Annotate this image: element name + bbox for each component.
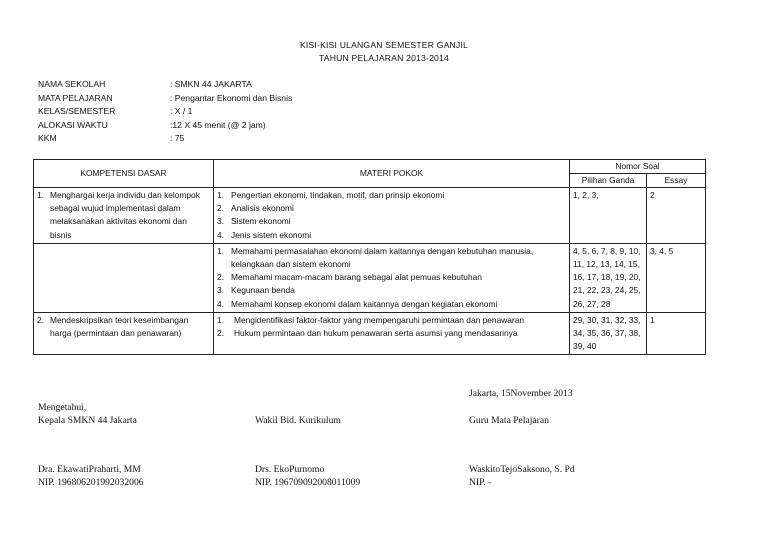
header-nomor-soal: Nomor Soal: [570, 160, 706, 174]
kd-number: 2.: [37, 314, 44, 325]
mp-text: Pengertian ekonomi, tindakan, motif, dan prinsip ekonomi: [231, 190, 445, 200]
info-value: : 75: [170, 133, 185, 144]
header-kompetensi-dasar: KOMPETENSI DASAR: [34, 160, 214, 188]
header-pilihan-ganda: Pilihan Ganda: [570, 174, 647, 188]
mp-text: Analisis ekonomi: [231, 203, 294, 214]
mp-number: 2.: [217, 328, 224, 339]
pg-cell: 29, 30, 31, 32, 33, 34, 35, 36, 37, 38, 39, 40: [570, 312, 647, 355]
table-row: [34, 243, 706, 312]
mp-number: 4.: [217, 298, 224, 309]
mp-cell: [214, 312, 570, 355]
mp-text: Mengidentifikasi faktor-faktor yang mempengaruhi permintaan dan penawaran: [234, 314, 525, 325]
mp-number: 3.: [217, 216, 224, 227]
mp-text: Hukum permintaan dan hukum penawaran serta asumsi yang mendasarinya: [234, 328, 518, 339]
mp-number: 1.: [217, 190, 224, 200]
kepala-title: Kepala SMKN 44 Jakarta: [38, 415, 137, 426]
info-value: : SMKN 44 JAKARTA: [170, 79, 252, 89]
mp-number: 3.: [217, 285, 224, 296]
mp-cell: [214, 188, 570, 244]
wakil-title: Wakil Bid. Kurikulum: [255, 415, 341, 426]
guru-name: WaskitoTejoSaksono, S. Pd: [469, 464, 575, 475]
mp-number: 4.: [217, 229, 224, 240]
mengetahui-label: Mengetahui,: [38, 402, 87, 413]
guru-title: Guru Mata Pelajaran: [469, 415, 549, 426]
mp-number: 2.: [217, 272, 224, 283]
kepala-nip: NIP. 196806201992032006: [38, 477, 144, 488]
kepala-name: Dra. EkawatiPraharti, MM: [38, 464, 141, 475]
essay-cell: 3, 4, 5: [647, 243, 706, 312]
document-subtitle: TAHUN PELAJARAN 2013-2014: [319, 53, 449, 63]
mp-cell: [214, 243, 570, 312]
info-label: NAMA SEKOLAH: [38, 79, 106, 89]
mp-text: Sistem ekonomi: [231, 216, 291, 227]
wakil-nip: NIP. 196709092008011009: [255, 477, 361, 488]
mp-text: Memahami permasalahan ekonomi dalam kaitannya dengan kebutuhan manusia, kelangkaan dan sistem ekonomi: [231, 245, 534, 270]
info-label: ALOKASI WAKTU: [38, 119, 108, 130]
header-materi-pokok: MATERI POKOK: [214, 160, 570, 188]
kd-text: Menghargai kerja individu dan kelompok sebagai wujud implementasi dalam melaksanakan aktivitas ekonomi dan bisnis: [50, 190, 200, 240]
info-value: : X / 1: [170, 106, 193, 117]
kd-cell: [34, 312, 214, 355]
info-label: KELAS/SEMESTER: [38, 106, 116, 117]
mp-text: Memahami konsep ekonomi dalam kaitannya dengan kegiatan ekonomi: [231, 298, 498, 309]
mp-number: 1.: [217, 314, 224, 325]
table-row: [34, 188, 706, 244]
header-essay: Essay: [647, 174, 706, 188]
info-label: KKM: [38, 133, 57, 144]
kisi-kisi-table: [33, 159, 706, 355]
mp-number: 1.: [217, 245, 224, 256]
mp-number: 2.: [217, 203, 224, 214]
kd-text: Mendeskripsikan teori keseimbangan harga (permintaan dan penawaran): [50, 314, 189, 339]
document-title: KISI-KISI ULANGAN SEMESTER GANJIL: [299, 40, 468, 50]
mp-text: Memahami macam-macam barang sebagai alat pemuas kebutuhan: [231, 272, 482, 283]
kd-cell: [34, 188, 214, 244]
essay-cell: 1: [647, 312, 706, 355]
kd-cell: [34, 243, 214, 312]
essay-cell: 2: [647, 188, 706, 244]
info-value: : Pengantar Ekonomi dan Bisnis: [170, 92, 293, 103]
wakil-name: Drs. EkoPurnomo: [255, 464, 325, 475]
place-date: Jakarta, 15November 2013: [469, 388, 573, 399]
pg-cell: 1, 2, 3,: [570, 188, 647, 244]
mp-text: Kegunaan benda: [231, 285, 295, 296]
mp-text: Jenis sistem ekonomi: [231, 229, 312, 240]
info-value: :12 X 45 menit (@ 2 jam): [170, 119, 266, 130]
kd-number: 1.: [37, 190, 44, 200]
pg-cell: 4, 5, 6, 7, 8, 9, 10, 11, 12, 13, 14, 15, 16, 17, 18, 19, 20, 21, 22, 23, 24, 25, 26, 27, 28: [570, 243, 647, 312]
info-label: MATA PELAJARAN: [38, 92, 113, 103]
guru-nip: NIP. -: [469, 477, 492, 488]
table-row: [34, 312, 706, 355]
